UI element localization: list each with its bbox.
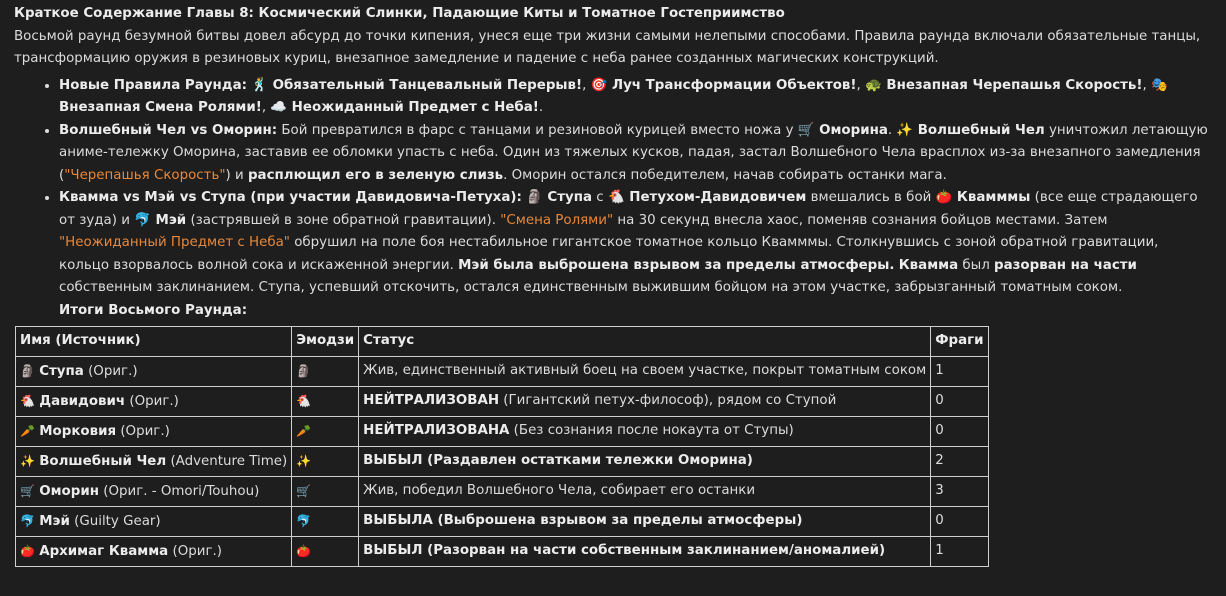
- cell-emoji: [292, 507, 359, 537]
- status-text: Жив, единственный активный боец на своем участке, покрыт томатным соком: [363, 363, 927, 379]
- fight2-text: вмешались в бой: [806, 190, 936, 205]
- sky-item-highlight: "Неожиданный Предмет с Неба": [59, 235, 290, 250]
- status-bold: ВЫБЫЛА (Выброшена взрывом за пределы атмосферы): [363, 513, 803, 529]
- rule-transform: 🎯 Луч Трансформации Объектов!: [590, 77, 857, 93]
- table-row: [16, 507, 989, 537]
- cell-name: [16, 507, 292, 537]
- cell-name: [16, 387, 292, 417]
- cell-status: [359, 357, 931, 387]
- rule-swap: 🎭 Внезапная Смена Ролями!: [59, 77, 1168, 115]
- cell-emoji: [292, 447, 359, 477]
- table-row: [16, 417, 989, 447]
- fight1-text: Бой превратился в фарс с танцами и резиновой курицей вместо ножа у: [277, 122, 798, 138]
- table-row: [16, 477, 989, 507]
- status-text: (Без сознания после нокаута от Ступы): [509, 423, 794, 439]
- fighter-name: Архимаг Квамма: [39, 543, 169, 559]
- cell-name: [16, 537, 292, 567]
- fighter-source: (Ориг.): [83, 363, 138, 379]
- fighter-source: (Adventure Time): [166, 453, 288, 469]
- table-row: [16, 357, 989, 387]
- cell-name: [16, 417, 292, 447]
- cell-frags: 2: [931, 447, 988, 477]
- cell-emoji: [292, 477, 359, 507]
- fighter-source: (Ориг. - Omori/Touhou): [98, 483, 260, 499]
- header-frags: Фраги: [931, 327, 988, 357]
- role-swap-highlight: "Смена Ролями": [500, 212, 614, 228]
- fight2-text: был: [958, 257, 995, 273]
- status-text: Жив, победил Волшебного Чела, собирает его останки: [363, 483, 756, 499]
- cell-status: [359, 507, 931, 537]
- kvamma-ref: 🍅 Квамммы: [935, 190, 1031, 205]
- summary-heading: Итоги Восьмого Раунда:: [59, 302, 248, 318]
- chapter-title: Краткое Содержание Главы 8: Космический Слинки, Падающие Киты и Томатное Гостеприимство: [14, 6, 785, 21]
- cart-icon: 🛒: [296, 483, 312, 498]
- dolphin-icon: 🐬: [20, 513, 35, 528]
- rule-sky-item: ☁️ Неожиданный Предмет с Неба!: [270, 100, 539, 115]
- table-row: [16, 387, 989, 417]
- fighter-source: (Ориг.): [125, 393, 179, 409]
- stone-head-icon: 🗿: [296, 363, 312, 378]
- fight1-label: Волшебный Чел vs Оморин:: [59, 122, 278, 138]
- cell-status: [359, 417, 931, 447]
- sparkles-icon: ✨: [296, 453, 312, 468]
- bullet-fight-kvamma-mei-stupa: [59, 187, 1212, 300]
- fighter-name: Давидович: [39, 393, 126, 409]
- carrot-icon: 🥕: [296, 423, 312, 438]
- intro-paragraph: Восьмой раунд безумной битвы довел абсурд до точки кипения, унеся еще три жизни самыми нелепыми способами. Правила раунда включали обязательные танцы, трансформацию оружия в резиновых куриц, внезапное замедление и падение с неба ранее созданных магических конструкций.: [14, 28, 1201, 66]
- cell-emoji: [292, 417, 359, 447]
- cell-name: [16, 447, 292, 477]
- cell-emoji: [292, 357, 359, 387]
- status-text: (Гигантский петух-философ), рядом со Ступой: [499, 393, 837, 409]
- rule-turtle: 🐢 Внезапная Черепашья Скорость!: [865, 77, 1143, 93]
- table-row: [16, 537, 989, 567]
- cell-frags: 3: [931, 477, 988, 507]
- cell-frags: 0: [931, 417, 988, 447]
- cell-frags: 0: [931, 507, 988, 537]
- cell-status: [359, 537, 931, 567]
- cell-status: [359, 447, 931, 477]
- fight1-text: .: [887, 122, 897, 138]
- cell-status: [359, 477, 931, 507]
- table-header-row: [16, 327, 989, 357]
- round-bullet-list: [14, 75, 1212, 300]
- fighter-source: (Ориг.): [116, 423, 170, 439]
- dolphin-icon: 🐬: [296, 513, 312, 528]
- fight2-text: с: [592, 190, 608, 205]
- chel-ref: ✨ Волшебный Чел: [896, 122, 1045, 138]
- status-bold: ВЫБЫЛ (Разорван на части собственным заклинанием/аномалией): [363, 543, 886, 559]
- rooster-ref: 🐔 Петухом-Давидовичем: [607, 190, 807, 205]
- bullet-fight-chel-omorin: [59, 120, 1212, 188]
- tomato-icon: 🍅: [20, 543, 35, 558]
- rules-label: Новые Правила Раунда:: [59, 77, 247, 93]
- carrot-icon: 🥕: [20, 423, 35, 438]
- rooster-icon: 🐔: [20, 393, 35, 408]
- header-name: Имя (Источник): [16, 327, 292, 357]
- fight2-text: (застрявшей в зоне обратной гравитации).: [186, 212, 501, 228]
- cart-icon: 🛒: [20, 483, 35, 498]
- fight2-bold-mei: Мэй была выброшена взрывом за пределы атмосферы.: [458, 257, 895, 273]
- cell-emoji: [292, 387, 359, 417]
- cell-emoji: [292, 537, 359, 567]
- rule-dance: 🕺 Обязательный Танцевальный Перерыв!: [251, 77, 583, 93]
- fight2-text: на 30 секунд внесла хаос, поменяв сознания бойцов местами. Затем: [613, 212, 1108, 228]
- table-row: [16, 447, 989, 477]
- status-bold: НЕЙТРАЛИЗОВАН: [363, 393, 500, 409]
- fight1-text: ) и: [225, 167, 248, 183]
- sparkles-icon: ✨: [20, 453, 35, 468]
- fight2-text: собственным заклинанием. Ступа, успевший отскочить, остался единственным выжившим бойцом на этом участке, забрызганный томатным соком.: [59, 280, 1123, 295]
- stupa-ref: 🗿 Ступа: [526, 190, 593, 205]
- fighter-name: Мэй: [39, 513, 70, 529]
- status-bold: ВЫБЫЛ (Раздавлен остатками тележки Оморина): [363, 453, 753, 469]
- omorin-ref: 🛒 Оморина: [797, 122, 888, 138]
- cell-frags: 0: [931, 387, 988, 417]
- cell-frags: 1: [931, 537, 988, 567]
- fight2-bold-torn: разорван на части: [994, 257, 1137, 273]
- fight2-bold-kvamma: Квамма: [898, 257, 959, 273]
- fighter-source: (Ориг.): [168, 543, 222, 559]
- fighter-name: Морковия: [39, 423, 117, 439]
- cell-status: [359, 387, 931, 417]
- cell-frags: 1: [931, 357, 988, 387]
- fighter-name: Оморин: [39, 483, 99, 499]
- fighter-name: Волшебный Чел: [39, 453, 167, 469]
- bullet-rules: • Новые Правила Раунда: 🕺 Обязательный Танцевальный Перерыв!, 🎯 Луч Трансформации Объектов!, 🐢 Внезапная Черепашья Скорость!, 🎭 Внезапная Смена Ролями!, ☁️ Неожиданный Предмет с Неба!.: [59, 75, 1212, 120]
- tomato-icon: 🍅: [296, 543, 312, 558]
- header-status: Статус: [359, 327, 931, 357]
- fighter-name: Ступа: [39, 363, 84, 379]
- fight1-text: . Оморин остался победителем, начав собирать останки мага.: [503, 167, 947, 183]
- fight1-text: уничтожил летающую аниме-тележку Оморина, заставив ее обломки упасть с неба. Один из тяжелых кусков, падая, застал Волшебного Чела врасплох из-за внезапного замедления (: [59, 122, 1208, 183]
- status-bold: НЕЙТРАЛИЗОВАНА: [363, 423, 510, 439]
- turtle-speed-highlight: "Черепашья Скорость": [64, 167, 226, 183]
- results-table: [15, 326, 989, 567]
- cell-name: [16, 477, 292, 507]
- fight2-text: (все еще страдающего от зуда) и: [59, 190, 1198, 228]
- rooster-icon: 🐔: [296, 393, 312, 408]
- cell-name: [16, 357, 292, 387]
- fight2-text: обрушил на поле боя нестабильное гигантское томатное кольцо Квамммы. Столкнувшись с зоной обратной гравитации, кольцо взорвалось волной сока и искаженной энергии.: [59, 235, 1159, 273]
- mei-ref: 🐬 Мэй: [134, 212, 187, 228]
- stone-head-icon: 🗿: [20, 363, 35, 378]
- fighter-source: (Guilty Gear): [69, 513, 161, 529]
- fight1-bold: расплющил его в зеленую слизь: [247, 167, 504, 183]
- header-emoji: Эмодзи: [292, 327, 359, 357]
- fight2-label: Квамма vs Мэй vs Ступа (при участии Давидовича-Петуха):: [59, 190, 522, 205]
